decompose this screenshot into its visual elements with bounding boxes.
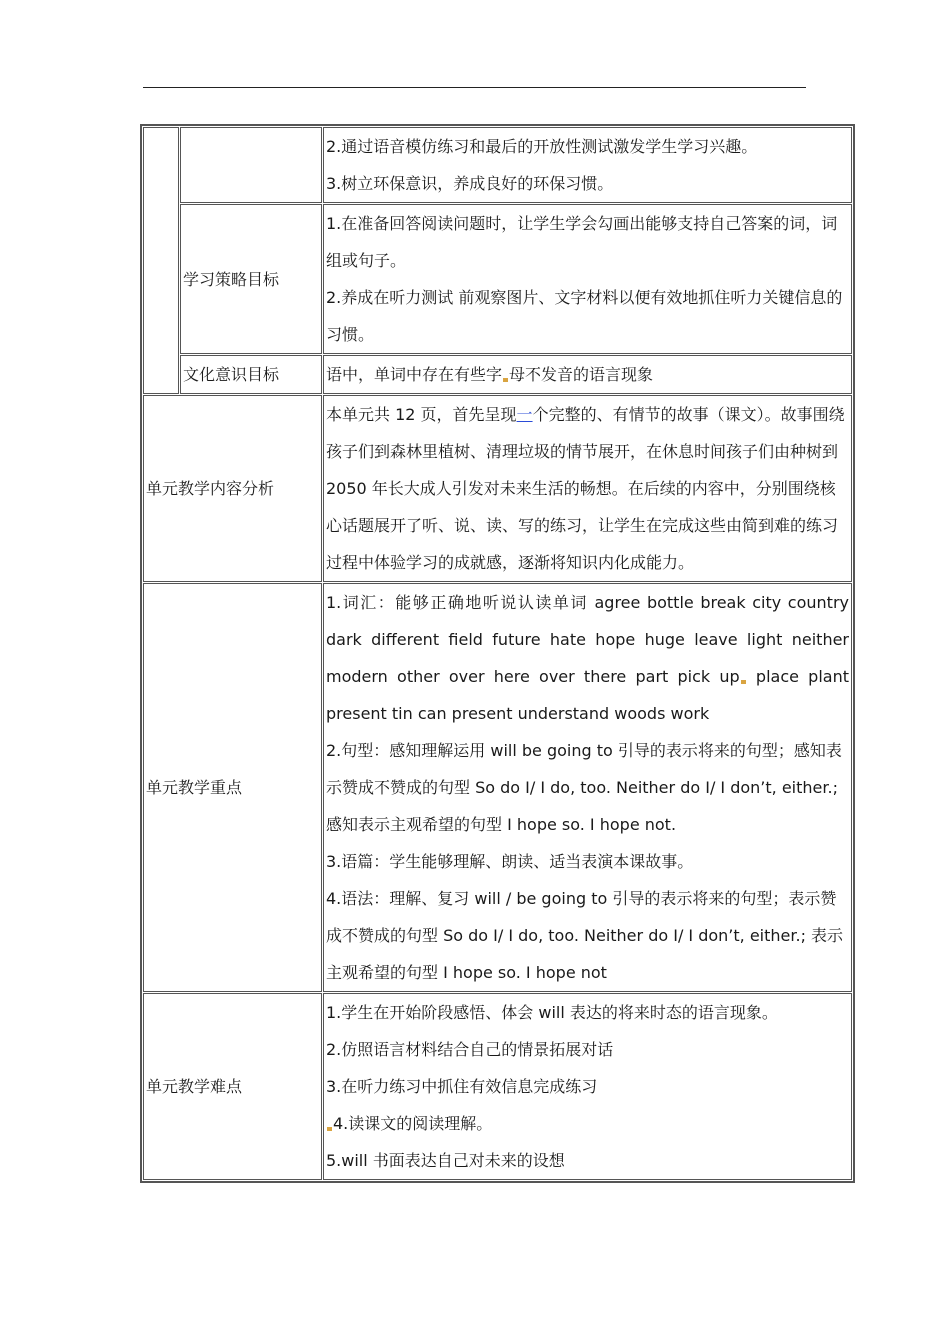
row-strategy [143, 204, 852, 354]
focus-grammar: 4.语法：理解、复习 will / be going to 引导的表示将来的句型；表示赞成不赞成的句型 So do I/ I do, too. Neither do I/ I don’t, either.; 表示主观希望的句型 I hope so. I hope not [326, 889, 844, 982]
row-analysis [143, 395, 852, 582]
row-culture [143, 355, 852, 394]
difficulty-item-4 [326, 1105, 849, 1142]
difficulty-content-cell [323, 993, 852, 1180]
difficulty-item-5: 5.will 书面表达自己对未来的设想 [326, 1151, 565, 1170]
header-rule [143, 87, 806, 88]
strategy-label: 学习策略目标 [180, 204, 322, 354]
focus-content-cell [323, 583, 852, 992]
culture-label: 文化意识目标 [180, 355, 322, 394]
analysis-text-a: 本单元共 12 页，首先呈现 [326, 405, 517, 424]
edit-mark-icon [503, 378, 508, 382]
difficulty-label: 单元教学难点 [143, 993, 322, 1180]
difficulty-item-4-text: 4.读课文的阅读理解。 [333, 1114, 493, 1133]
focus-discourse: 3.语篇：学生能够理解、朗读、适当表演本课故事。 [326, 852, 694, 871]
goal-category-cell [143, 127, 179, 394]
affective-item-3: 3.树立环保意识，养成良好的环保习惯。 [326, 174, 614, 193]
culture-content-cell [323, 355, 852, 394]
row-affective-continued [143, 127, 852, 203]
analysis-link[interactable]: 一 [516, 405, 533, 424]
focus-vocab-b: place plant present tin can present understand woods work [326, 667, 850, 723]
affective-item-2: 2.通过语音模仿练习和最后的开放性测试激发学生学习兴趣。 [326, 137, 758, 156]
focus-label: 单元教学重点 [143, 583, 322, 992]
difficulty-item-1: 1.学生在开始阶段感悟、体会 will 表达的将来时态的语言现象。 [326, 1003, 778, 1022]
analysis-content-cell [323, 395, 852, 582]
difficulty-item-2: 2.仿照语言材料结合自己的情景拓展对话 [326, 1040, 614, 1059]
strategy-content-cell [323, 204, 852, 354]
culture-text-b: 母不发音的语言现象 [509, 365, 654, 384]
analysis-label: 单元教学内容分析 [143, 395, 322, 582]
affective-content-cell [323, 127, 852, 203]
analysis-text-b: 个完整的、有情节的故事（课文）。故事围绕孩子们到森林里植树、清理垃圾的情节展开，在休息时间孩子们由种树到 2050 年长大成人引发对未来生活的畅想。在后续的内容中，分别围绕核心话题展开了听、说、读、写的练习，让学生在完成这些由简到难的练习过程中体验学习的成就感，逐渐将知识内化成能力。 [326, 405, 845, 572]
lesson-plan-table [140, 124, 855, 1183]
culture-text-a: 语中，单词中存在有些字 [326, 365, 503, 384]
strategy-item-2: 2.养成在听力测试 前观察图片、文字材料以便有效地抓住听力关键信息的习惯。 [326, 288, 843, 344]
focus-sentence-patterns: 2.句型：感知理解运用 will be going to 引导的表示将来的句型；感知表示赞成不赞成的句型 So do I/ I do, too. Neither do I/ I don’t, either.; 感知表示主观希望的句型 I hope so. I hope not. [326, 741, 842, 834]
focus-vocab [326, 584, 849, 732]
edit-mark-icon [327, 1127, 332, 1131]
difficulty-item-3: 3.在听力练习中抓住有效信息完成练习 [326, 1077, 598, 1096]
focus-vocab-a: 1.词汇：能够正确地听说认读单词 agree bottle break city country dark different field future hate hope huge leave light neither modern other over here over there part pick up [326, 593, 849, 686]
row-focus [143, 583, 852, 992]
empty-sub-label-cell [180, 127, 322, 203]
strategy-item-1: 1.在准备回答阅读问题时，让学生学会勾画出能够支持自己答案的词，词组或句子。 [326, 214, 838, 270]
row-difficulty [143, 993, 852, 1180]
edit-mark-icon [741, 680, 746, 684]
